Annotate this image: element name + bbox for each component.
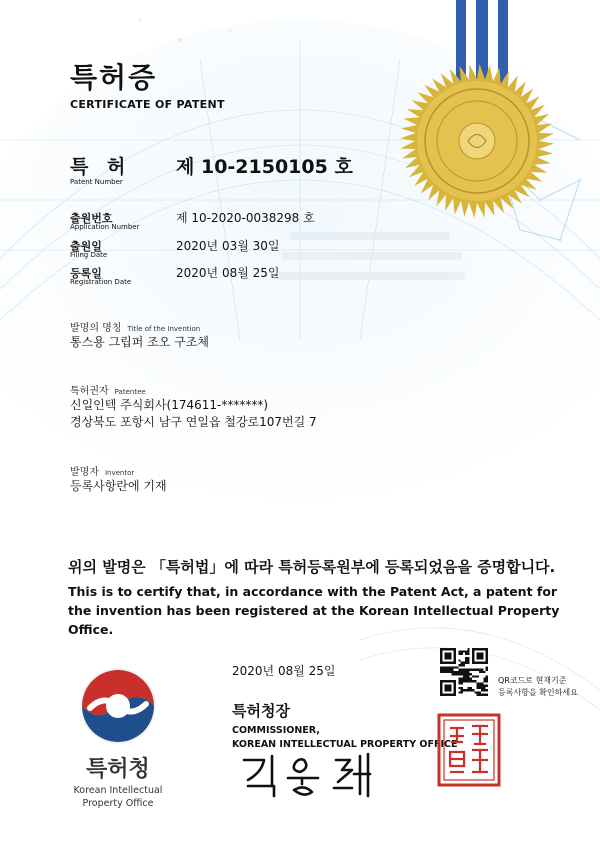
patentee-label: 특허권자 xyxy=(70,386,109,397)
certification-statement-en: This is to certify that, in accordance with the Patent Act, a patent for the invention has been registered at the Korean Intellectual Property Office. xyxy=(68,584,560,637)
patent-number-label: 특 허 xyxy=(70,156,132,178)
commissioner-title-ko: 특허청장 xyxy=(232,702,290,720)
kipo-logo-en-line-1: Korean Intellectual xyxy=(73,785,163,796)
registration-date-label: 등록일 xyxy=(70,267,102,280)
patentee-label-en: Patentee xyxy=(114,388,146,396)
patent-number-value: 제 10-2150105 호 xyxy=(176,156,353,178)
qr-note-line-2: 등록사항을 확인하세요 xyxy=(498,688,578,697)
certification-statement-ko: 위의 발명은 「특허법」에 따라 특허등록원부에 등록되었음을 증명합니다. xyxy=(68,558,556,576)
patentee-address: 경상북도 포항시 남구 연일읍 철강로107번길 7 xyxy=(70,415,317,429)
filing-date-value: 2020년 03월 30일 xyxy=(176,239,280,253)
filing-date-label: 출원일 xyxy=(70,240,102,253)
invention-title: 통스용 그립퍼 조오 구조체 xyxy=(70,335,209,349)
qr-code[interactable] xyxy=(440,648,488,696)
registration-date-value: 2020년 08월 25일 xyxy=(176,266,280,280)
application-number-label: 출원번호 xyxy=(70,212,113,225)
invention-label: 발명의 명칭 xyxy=(70,323,122,334)
commissioner-line-2: KOREAN INTELLECTUAL PROPERTY OFFICE xyxy=(232,739,458,750)
official-stamp xyxy=(436,712,502,788)
registration-date-label-en: Registration Date xyxy=(70,278,132,286)
patent-number-label-en: Patent Number xyxy=(70,178,123,186)
issue-date: 2020년 08월 25일 xyxy=(232,664,336,678)
qr-note-line-1: QR코드로 현재기준 xyxy=(498,676,567,685)
inventor-label: 발명자 xyxy=(70,467,99,478)
gold-seal xyxy=(398,62,556,220)
certificate-title: 특허증 xyxy=(70,61,158,94)
kipo-logo-text-en xyxy=(60,784,176,810)
kipo-logo-text: 특허청 xyxy=(86,757,150,782)
patentee-name: 신일인텍 주식회사(174611-*******) xyxy=(70,398,269,412)
commissioner-line-1: COMMISSIONER, xyxy=(232,725,320,736)
kipo-logo-en-line-2: Property Office xyxy=(82,798,154,809)
invention-label-en: Title of the Invention xyxy=(127,325,201,333)
inventor-value: 등록사항란에 기재 xyxy=(70,479,167,493)
commissioner-title-en xyxy=(232,724,457,752)
inventor-label-en: Inventor xyxy=(104,469,135,477)
commissioner-signature xyxy=(238,752,388,800)
application-number-label-en: Application Number xyxy=(70,223,140,231)
qr-note xyxy=(498,675,578,699)
filing-date-label-en: Filing Date xyxy=(70,251,108,259)
kipo-logo-icon xyxy=(76,664,160,748)
application-number-value: 제 10-2020-0038298 호 xyxy=(176,211,315,225)
certificate-title-en: CERTIFICATE OF PATENT xyxy=(70,98,225,111)
